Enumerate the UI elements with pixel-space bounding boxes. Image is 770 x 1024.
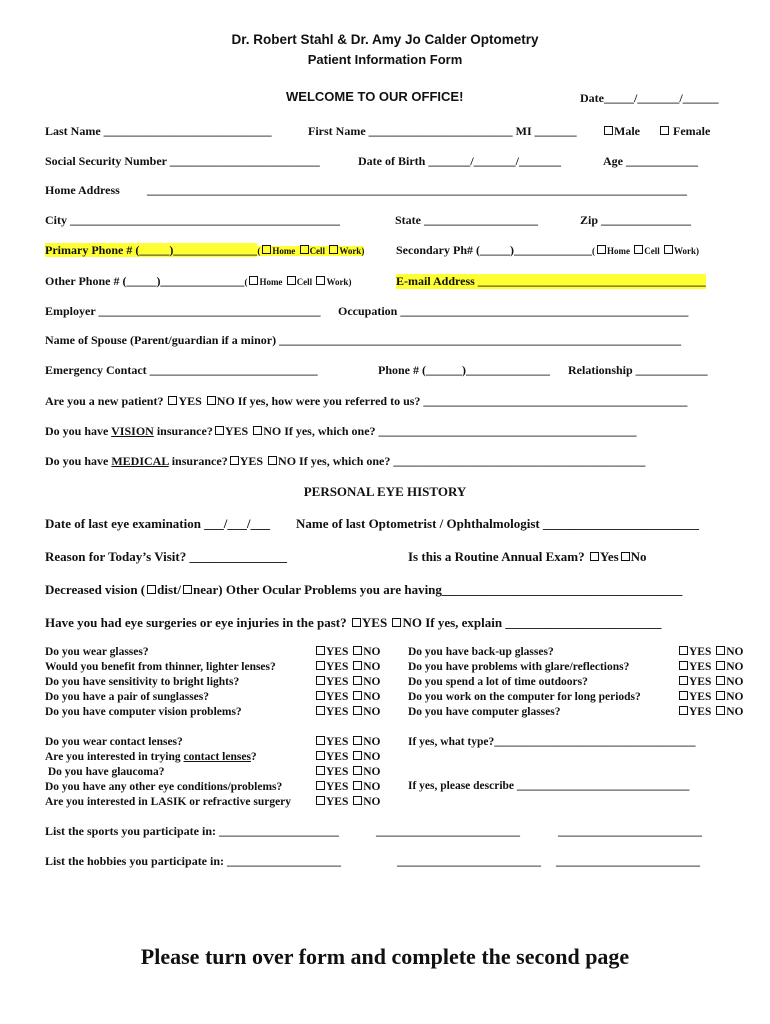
female-option[interactable]: Female xyxy=(658,124,710,139)
reason-field[interactable]: Reason for Today’s Visit? _______________ xyxy=(45,549,287,564)
checkbox-icon[interactable] xyxy=(147,585,156,594)
answers-right-1[interactable]: YES NO YES NO YES NO YES NO YES NO xyxy=(677,645,744,720)
footer-instruction: Please turn over form and complete the second page xyxy=(140,944,630,969)
home-address-label: Home Address xyxy=(45,183,120,197)
list-item: Are you interested in LASIK or refractive surgery xyxy=(45,796,292,808)
date-field[interactable]: Date_____/_______/______ xyxy=(580,91,719,105)
list-item: Do you wear glasses? xyxy=(45,646,149,658)
practice-name: Dr. Robert Stahl & Dr. Amy Jo Calder Optometry xyxy=(231,32,539,47)
questions-left-2 xyxy=(45,735,291,810)
ssn-field[interactable]: Social Security Number _________________________ xyxy=(45,154,320,168)
list-item: Do you have computer glasses? xyxy=(408,706,561,718)
sports-line-2[interactable]: ________________________ xyxy=(376,824,520,838)
list-item: Would you benefit from thinner, lighter lenses? xyxy=(45,661,276,673)
spouse-field[interactable]: Name of Spouse (Parent/guardian if a minor) ___________________________________________________________________ xyxy=(45,333,682,347)
checkbox-icon[interactable] xyxy=(207,396,216,405)
contact-type-field[interactable]: If yes, what type?___________________________________ xyxy=(408,736,696,748)
vision-insurance-question: Do you have VISION insurance? YES NO If yes, which one? ___________________________________________ xyxy=(45,424,637,438)
vision-which-field[interactable]: If yes, which one? ___________________________________________ xyxy=(284,424,637,438)
home-address-line[interactable]: __________________________________________________________________________________________ xyxy=(147,183,687,197)
list-item: Do you have problems with glare/reflections? xyxy=(408,661,630,673)
list-item: Do you work on the computer for long periods? xyxy=(408,691,641,703)
form-title: Patient Information Form xyxy=(307,52,463,67)
primary-phone-field[interactable]: Primary Phone # (_____)______________( Home Cell Work) xyxy=(45,243,365,257)
list-item: Do you have any other eye conditions/problems? xyxy=(45,781,283,793)
state-field[interactable]: State ___________________ xyxy=(395,213,538,227)
checkbox-icon[interactable] xyxy=(392,618,401,627)
answers-left-2[interactable]: YES NO YES NO YES NO YES NO YES NO xyxy=(314,735,381,810)
email-field[interactable]: E-mail Address ______________________________________ xyxy=(396,274,706,288)
explain-field[interactable]: If yes, explain ________________________ xyxy=(425,615,662,630)
welcome-heading: WELCOME TO OUR OFFICE! xyxy=(286,89,464,104)
medical-insurance-question: Do you have MEDICAL insurance? YES NO If yes, which one? __________________________________________ xyxy=(45,454,646,468)
male-option[interactable]: Male xyxy=(602,124,640,139)
questions-left-1 xyxy=(45,645,276,720)
checkbox-icon[interactable] xyxy=(660,126,669,135)
checkbox-icon[interactable] xyxy=(183,585,192,594)
zip-field[interactable]: Zip _______________ xyxy=(580,213,692,227)
checkbox-icon[interactable] xyxy=(590,552,599,561)
answers-left-1[interactable]: YES NO YES NO YES NO YES NO YES NO xyxy=(314,645,381,720)
sports-field[interactable]: List the sports you participate in: ____________________ xyxy=(45,824,339,838)
emergency-phone-field[interactable]: Phone # (______)______________ xyxy=(378,363,550,377)
new-patient-question: Are you a new patient? YES NO If yes, how were you referred to us? ____________________________________________ xyxy=(45,394,688,408)
eye-history-title: PERSONAL EYE HISTORY xyxy=(303,484,467,499)
emergency-contact-field[interactable]: Emergency Contact ____________________________ xyxy=(45,363,318,377)
list-item: Do you have sensitivity to bright lights? xyxy=(45,676,240,688)
first-name-field[interactable]: First Name ________________________ MI _______ xyxy=(308,124,577,138)
hobbies-line-2[interactable]: ________________________ xyxy=(397,854,541,868)
last-name-field[interactable]: Last Name ____________________________ xyxy=(45,124,272,138)
list-item: Do you wear contact lenses? xyxy=(45,736,183,748)
hobbies-line-3[interactable]: ________________________ xyxy=(556,854,700,868)
other-phone-field[interactable]: Other Phone # (_____)______________( Home Cell Work) xyxy=(45,274,352,288)
occupation-field[interactable]: Occupation ________________________________________________ xyxy=(338,304,689,318)
last-doctor-field[interactable]: Name of last Optometrist / Ophthalmologist ________________________ xyxy=(296,516,699,531)
decreased-vision-question: Decreased vision ( dist/ near) Other Ocular Problems you are having_____________________________________ xyxy=(45,582,683,597)
checkbox-icon[interactable] xyxy=(230,456,239,465)
checkbox-icon[interactable] xyxy=(604,126,613,135)
checkbox-icon[interactable] xyxy=(352,618,361,627)
list-item: Do you have back-up glasses? xyxy=(408,646,554,658)
referred-field[interactable]: If yes, how were you referred to us? ____________________________________________ xyxy=(237,394,688,408)
employer-field[interactable]: Employer _____________________________________ xyxy=(45,304,321,318)
surgeries-question: Have you had eye surgeries or eye injuries in the past? YES NO If yes, explain ________________________ xyxy=(45,615,662,630)
other-problems-field[interactable]: Other Ocular Problems you are having_____________________________________ xyxy=(225,582,683,597)
medical-which-field[interactable]: If yes, which one? __________________________________________ xyxy=(299,454,646,468)
relationship-field[interactable]: Relationship ____________ xyxy=(568,363,708,377)
checkbox-icon[interactable] xyxy=(268,456,277,465)
secondary-phone-field[interactable]: Secondary Ph# (_____)_____________( Home Cell Work) xyxy=(396,243,700,257)
checkbox-icon[interactable] xyxy=(621,552,630,561)
list-item: Do you spend a lot of time outdoors? xyxy=(408,676,588,688)
sports-line-3[interactable]: ________________________ xyxy=(558,824,702,838)
list-item: Do you have glaucoma? xyxy=(45,766,165,778)
last-exam-field[interactable]: Date of last eye examination ___/___/___ xyxy=(45,516,270,531)
questions-right-1 xyxy=(408,645,641,720)
checkbox-icon[interactable] xyxy=(253,426,262,435)
checkbox-icon[interactable] xyxy=(215,426,224,435)
list-item: Do you have a pair of sunglasses? xyxy=(45,691,210,703)
city-field[interactable]: City _____________________________________________ xyxy=(45,213,340,227)
routine-exam-question: Is this a Routine Annual Exam? Yes No xyxy=(408,549,647,564)
list-item: Are you interested in trying contact lenses? xyxy=(45,751,257,763)
describe-field[interactable]: If yes, please describe ______________________________ xyxy=(408,780,690,792)
hobbies-field[interactable]: List the hobbies you participate in: ___________________ xyxy=(45,854,342,868)
dob-field[interactable]: Date of Birth _______/_______/_______ xyxy=(358,154,561,168)
list-item: Do you have computer vision problems? xyxy=(45,706,242,718)
age-field[interactable]: Age ____________ xyxy=(603,154,698,168)
checkbox-icon[interactable] xyxy=(168,396,177,405)
